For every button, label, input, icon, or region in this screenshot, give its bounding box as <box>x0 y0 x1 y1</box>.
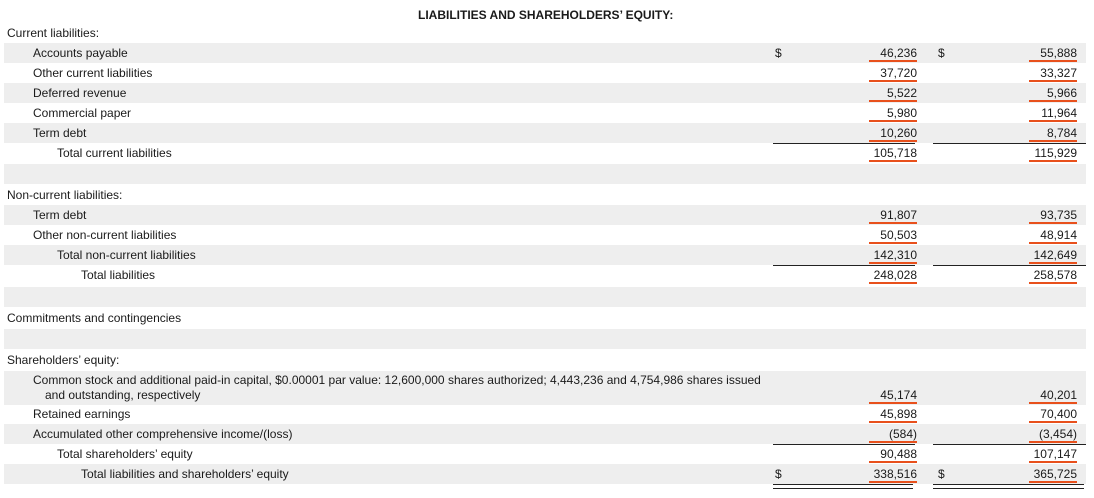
row-label: Total liabilities <box>81 268 156 282</box>
equity-heading-row <box>4 350 1086 370</box>
row-label: Term debt <box>33 126 87 140</box>
commitments-row <box>4 308 1086 328</box>
row-label: Accumulated other comprehensive income/(loss) <box>33 427 293 441</box>
dollar-sign: $ <box>938 467 945 481</box>
value-2021: 40,201 <box>1029 388 1077 404</box>
row-label: Retained earnings <box>33 407 131 421</box>
grand-total-double-rule <box>933 484 1084 489</box>
value-2022: 37,720 <box>869 66 917 82</box>
value-2022: 248,028 <box>869 268 917 284</box>
table-row <box>4 83 1086 103</box>
value-2022: 338,516 <box>869 467 917 483</box>
dollar-sign: $ <box>938 46 945 60</box>
value-2022: 45,174 <box>869 388 917 404</box>
table-row <box>4 225 1086 245</box>
value-2021: 55,888 <box>1029 46 1077 62</box>
section-title: LIABILITIES AND SHAREHOLDERS’ EQUITY: <box>418 8 674 22</box>
value-2021: 48,914 <box>1029 228 1077 244</box>
value-2021: 93,735 <box>1029 208 1077 224</box>
value-2022: 142,310 <box>869 248 917 264</box>
value-2021: 11,964 <box>1029 106 1077 122</box>
row-label: Total non-current liabilities <box>57 248 196 262</box>
spacer-row <box>4 329 1086 349</box>
value-2022: 91,807 <box>869 208 917 224</box>
row-label: Term debt <box>33 208 87 222</box>
row-label: Commercial paper <box>33 106 132 120</box>
value-2022: 90,488 <box>869 447 917 463</box>
value-2021: 33,327 <box>1029 66 1077 82</box>
table-header <box>0 0 1094 24</box>
table-row <box>4 103 1086 123</box>
value-2021: 107,147 <box>1029 447 1077 463</box>
row-label: Other current liabilities <box>33 66 153 80</box>
table-row-total <box>4 245 1086 265</box>
value-2022: (584) <box>869 427 917 443</box>
table-row-grand-total <box>4 464 1086 484</box>
table-row <box>4 205 1086 225</box>
table-row-total <box>4 444 1086 464</box>
value-2021: 8,784 <box>1029 126 1077 142</box>
row-label: Commitments and contingencies <box>7 311 182 325</box>
value-2022: 10,260 <box>869 126 917 142</box>
row-label: Other non-current liabilities <box>33 228 177 242</box>
dollar-sign: $ <box>775 46 782 60</box>
table-row <box>4 63 1086 83</box>
value-2021: 142,649 <box>1029 248 1077 264</box>
spacer-row <box>4 164 1086 184</box>
value-2022: 105,718 <box>869 146 917 162</box>
row-label: Total liabilities and shareholders’ equity <box>81 467 289 481</box>
row-label-continued: and outstanding, respectively <box>45 388 201 402</box>
value-2022: 5,522 <box>869 86 917 102</box>
noncurrent-heading-row <box>4 185 1086 205</box>
current-liabilities-heading-row <box>4 23 1086 43</box>
row-label: Total shareholders’ equity <box>57 447 193 461</box>
value-2021: 115,929 <box>1029 146 1077 162</box>
table-row <box>4 371 1086 405</box>
value-2022: 46,236 <box>869 46 917 62</box>
value-2022: 50,503 <box>869 228 917 244</box>
dollar-sign: $ <box>775 467 782 481</box>
value-2022: 45,898 <box>869 407 917 423</box>
value-2021: (3,454) <box>1029 427 1077 443</box>
value-2021: 258,578 <box>1029 268 1077 284</box>
value-2021: 365,725 <box>1029 467 1077 483</box>
value-2021: 70,400 <box>1029 407 1077 423</box>
current-liabilities-heading: Current liabilities: <box>7 26 100 40</box>
value-2022: 5,980 <box>869 106 917 122</box>
value-2021: 5,966 <box>1029 86 1077 102</box>
row-label: Total current liabilities <box>57 146 172 160</box>
row-label: Deferred revenue <box>33 86 127 100</box>
table-row <box>4 43 1086 63</box>
noncurrent-heading: Non-current liabilities: <box>7 188 123 202</box>
grand-total-double-rule <box>773 484 913 489</box>
row-label: Accounts payable <box>33 46 128 60</box>
equity-heading: Shareholders’ equity: <box>7 353 120 367</box>
row-label: Common stock and additional paid-in capital, $0.00001 par value: 12,600,000 shares authorized; 4,443,236 and 4,754,986 shares issued <box>33 373 761 387</box>
table-row-total <box>4 265 1086 285</box>
table-row <box>4 404 1086 424</box>
spacer-row <box>4 287 1086 307</box>
table-row <box>4 424 1086 444</box>
table-row <box>4 123 1086 143</box>
table-row-total <box>4 143 1086 163</box>
